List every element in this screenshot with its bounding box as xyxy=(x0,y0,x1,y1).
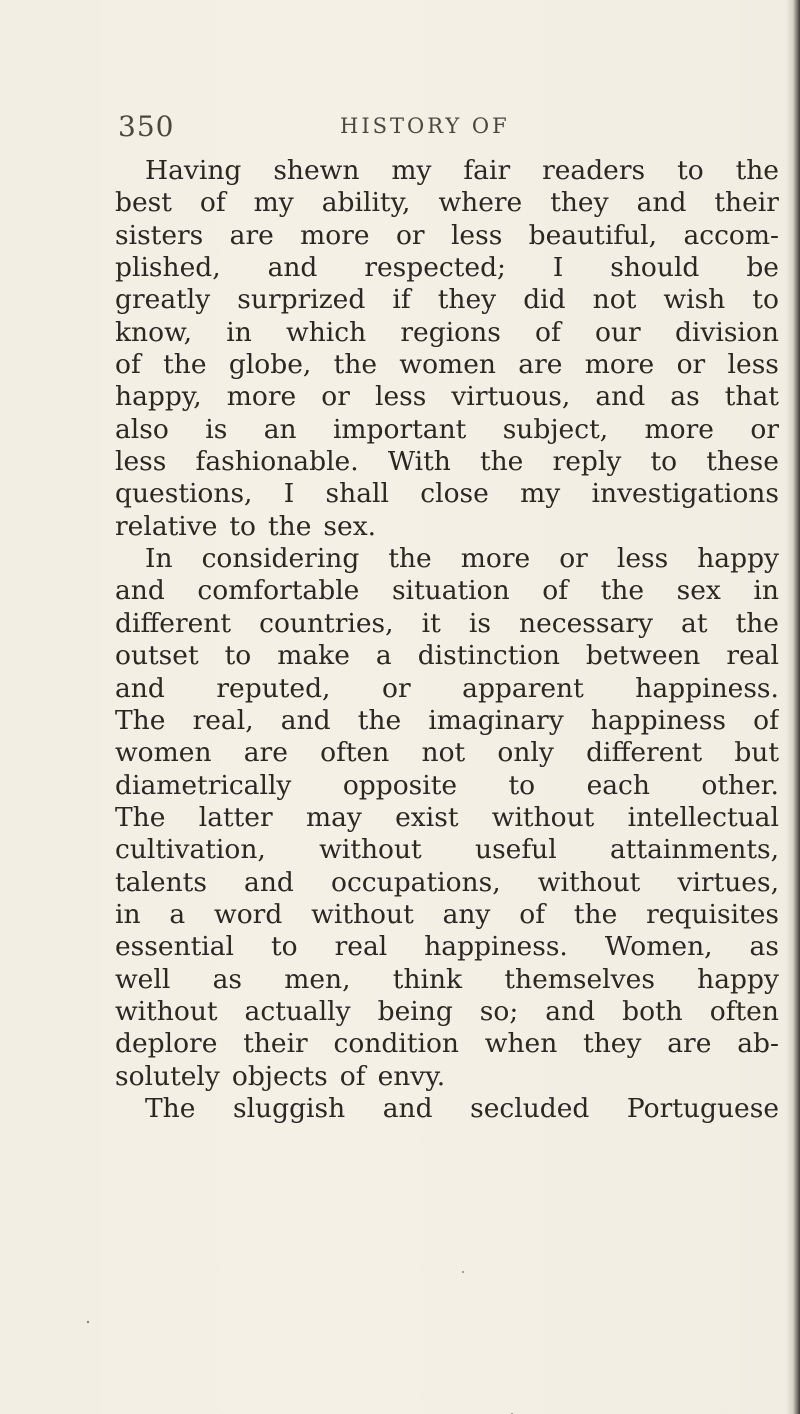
text-line: sisters are more or less beautiful, accom- xyxy=(115,219,779,251)
text-line: plished, and respected; I should be xyxy=(115,252,779,284)
text-line: questions, I shall close my investigations xyxy=(115,478,779,510)
body-text xyxy=(115,155,779,1125)
text-line: The latter may exist without intellectual xyxy=(115,801,779,833)
running-head: HISTORY OF xyxy=(340,114,510,138)
text-line: in a word without any of the requisites xyxy=(115,898,779,930)
text-line: talents and occupations, without virtues, xyxy=(115,866,779,898)
text-line: The real, and the imaginary happiness of xyxy=(115,704,779,736)
text-line: In considering the more or less happy xyxy=(145,543,779,575)
text-line: solutely objects of envy. xyxy=(115,1060,446,1092)
text-line: different countries, it is necessary at the xyxy=(115,607,779,639)
paper-speck xyxy=(462,1271,464,1273)
text-line: happy, more or less virtuous, and as that xyxy=(115,381,779,413)
text-line: essential to real happiness. Women, as xyxy=(115,931,779,963)
text-line: best of my ability, where they and their xyxy=(115,187,779,219)
text-line: well as men, think themselves happy xyxy=(115,963,779,995)
text-line: outset to make a distinction between real xyxy=(115,640,779,672)
text-line: Having shewn my fair readers to the xyxy=(145,155,779,186)
text-line: without actually being so; and both often xyxy=(115,995,779,1027)
text-line: of the globe, the women are more or less xyxy=(115,349,779,381)
text-line: The sluggish and secluded Portuguese xyxy=(145,1092,779,1124)
page-header xyxy=(0,110,800,150)
text-line: also is an important subject, more or xyxy=(115,413,779,445)
page-number: 350 xyxy=(118,110,175,143)
text-line: relative to the sex. xyxy=(115,510,377,542)
text-line: women are often not only different but xyxy=(115,737,779,769)
page-edge-shadow xyxy=(786,0,800,1414)
text-line: and comfortable situation of the sex in xyxy=(115,575,779,607)
text-line: less fashionable. With the reply to these xyxy=(115,446,779,478)
text-line: deplore their condition when they are ab- xyxy=(115,1028,779,1060)
text-line: cultivation, without useful attainments, xyxy=(115,834,779,866)
paper-speck xyxy=(87,1321,89,1323)
text-line: greatly surprized if they did not wish to xyxy=(115,284,779,316)
text-line: know, in which regions of our division xyxy=(115,316,779,348)
text-line: diametrically opposite to each other. xyxy=(115,769,779,801)
text-line: and reputed, or apparent happiness. xyxy=(115,672,779,704)
